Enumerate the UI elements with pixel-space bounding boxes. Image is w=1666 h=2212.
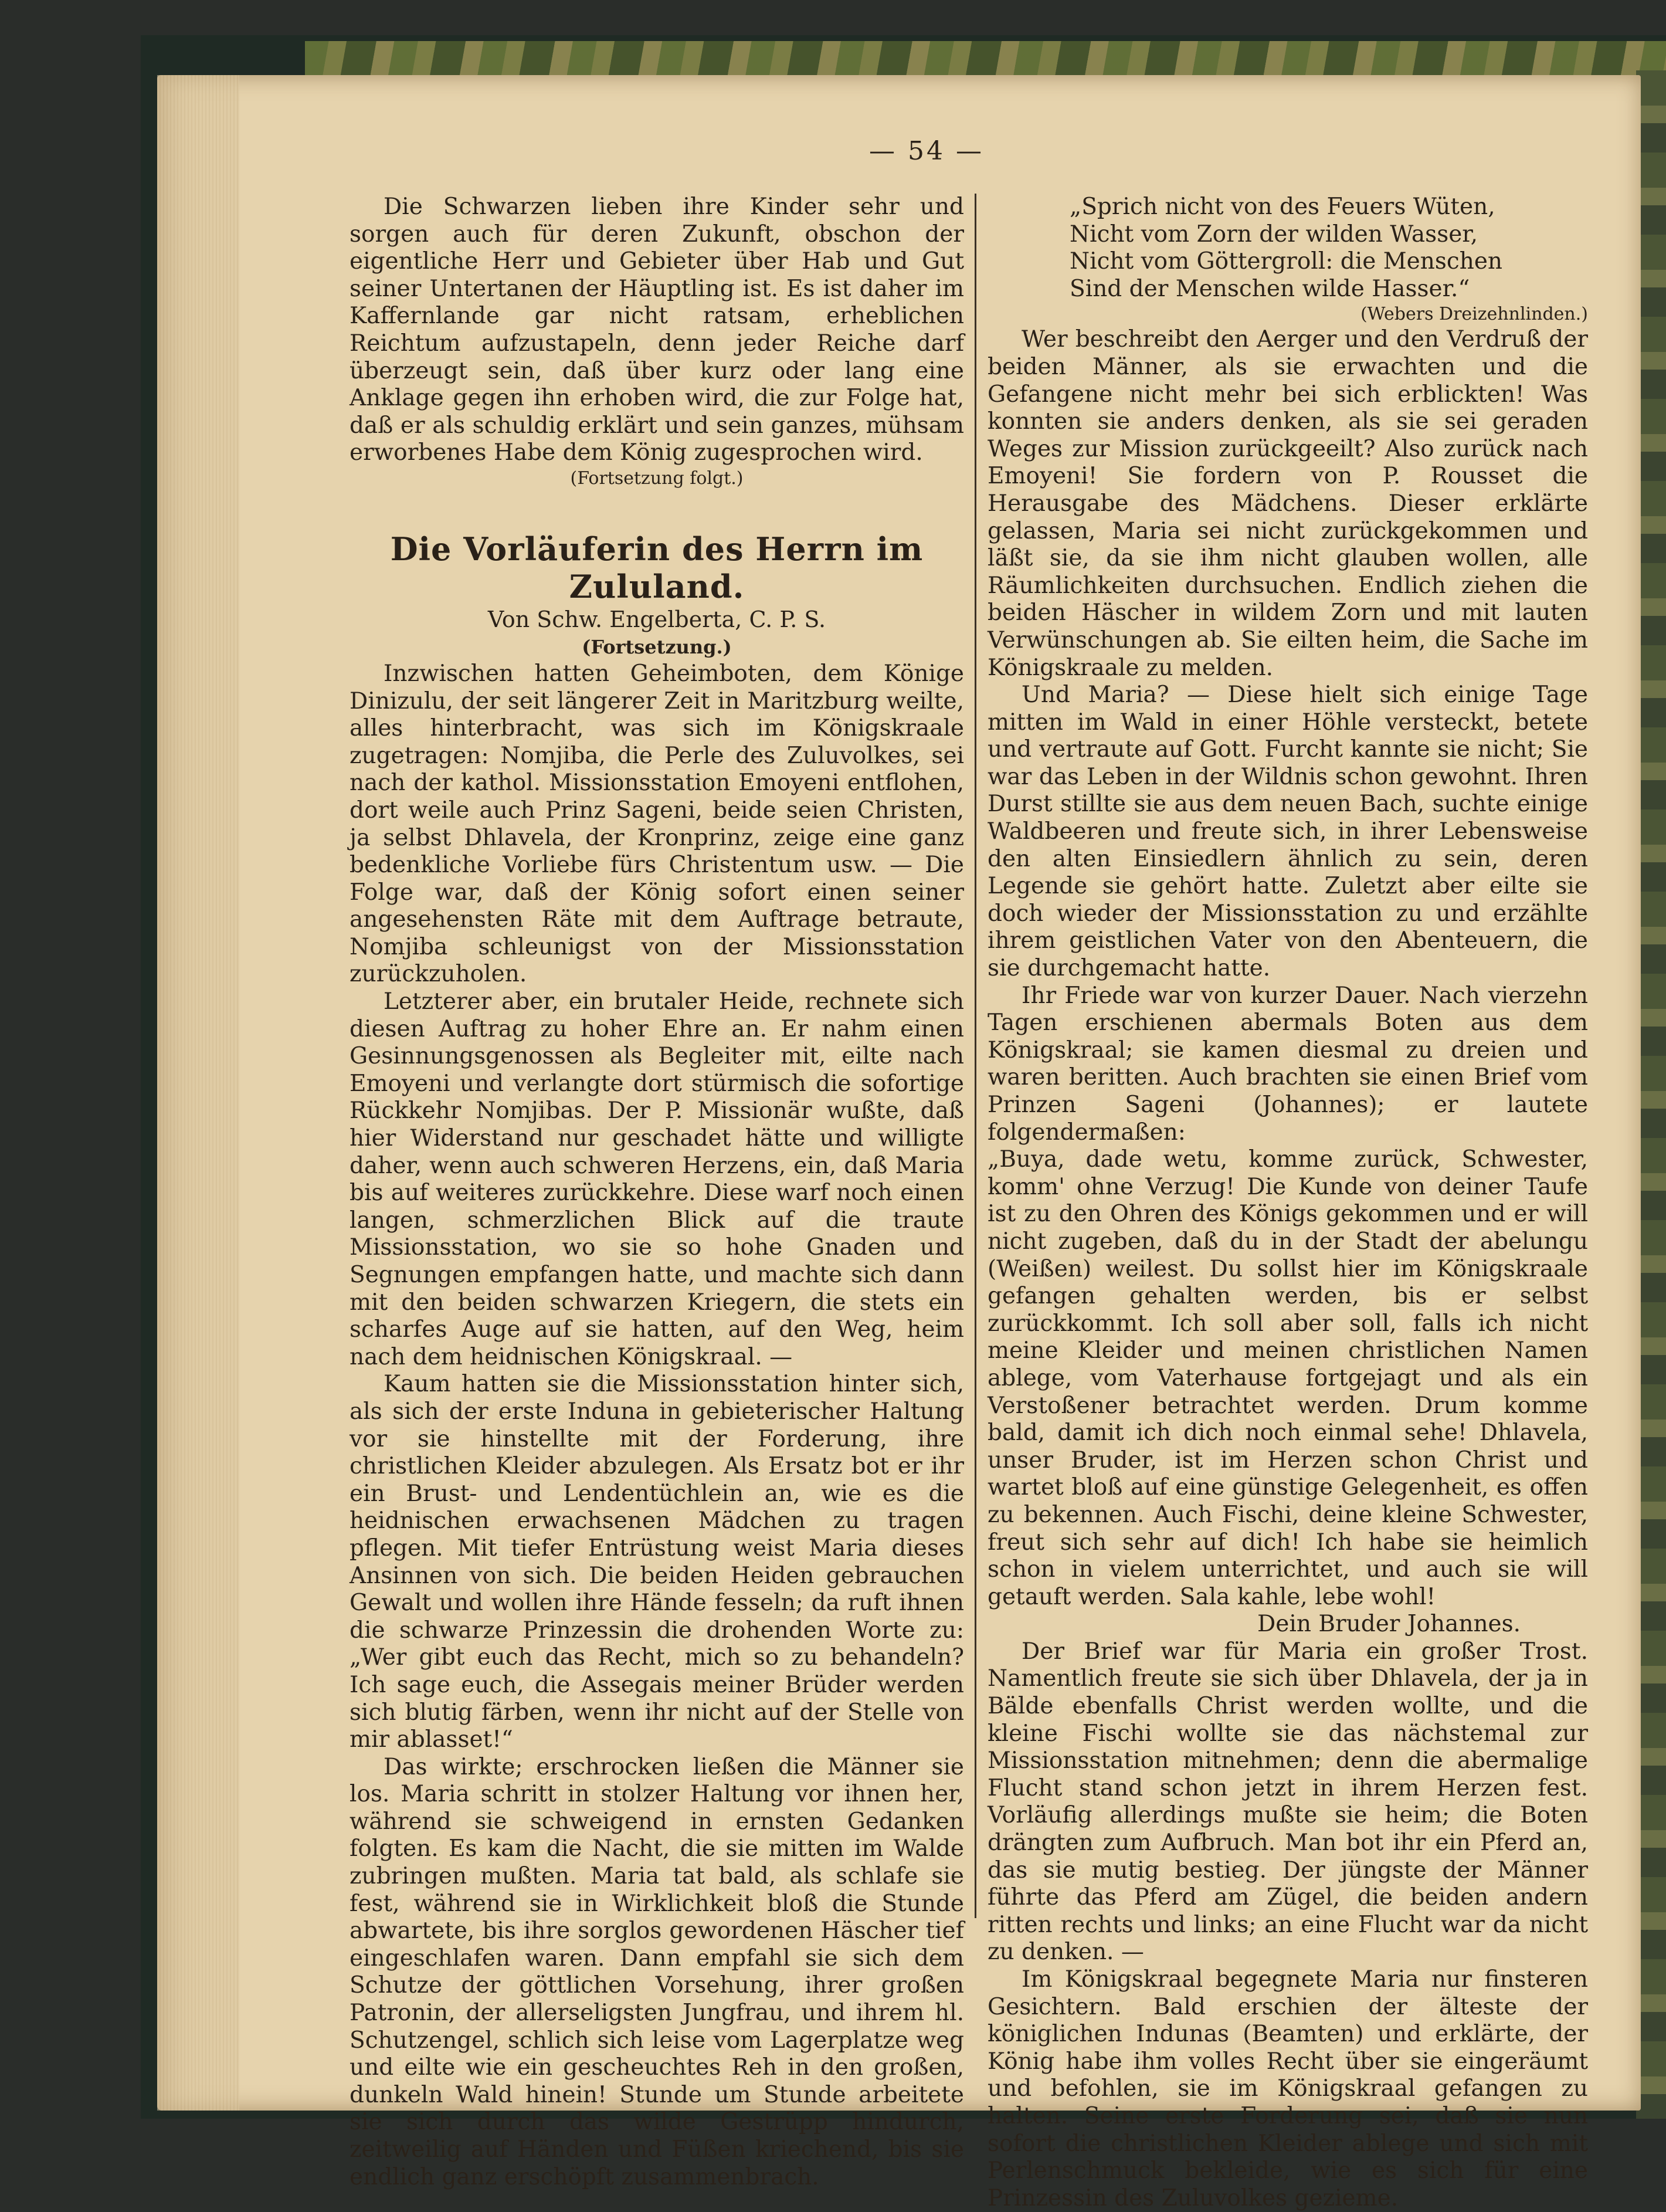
paragraph: Die Schwarzen lieben ihre Kinder sehr und sorgen auch für deren Zukunft, obschon der eigentliche Herr und Gebieter über Hab und Gut seiner Untertanen der Häuptling ist. Es ist daher im Kaffernlande gar nicht ratsam, erheblichen Reichtum aufzustapeln, denn jeder Reiche darf überzeugt sein, daß über kurz oder lang eine Anklage gegen ihn erhoben wird, die zur Folge hat, daß er als schuldig erklärt und sein ganzes, mühsam erworbenes Habe dem König zugesprochen wird. <box>350 194 964 466</box>
paragraph: Inzwischen hatten Geheimboten, dem Könige Dinizulu, der seit längerer Zeit in Maritzburg weilte, alles hinterbracht, was sich im Königskraale zugetragen: Nomjiba, die Perle des Zuluvolkes, sei nach der kathol. Missionsstation Emoyeni entflohen, dort weile auch Prinz Sageni, beide seien Christen, ja selbst Dhlavela, der Kronprinz, zeige eine ganz bedenkliche Vorliebe fürs Christentum usw. — Die Folge war, daß der König sofort einen seiner angesehensten Räte mit dem Auftrage betraute, Nomjiba schleunigst von der Missionsstation zurückzuholen. <box>350 660 964 988</box>
paragraph: Das wirkte; erschrocken ließen die Männer sie los. Maria schritt in stolzer Haltung vor ihnen her, während sie schweigend in ernsten Gedanken folgten. Es kam die Nacht, die sie mitten im Walde zubringen mußten. Maria tat bald, als schlafe sie fest, während sie in Wirklichkeit bloß die Stunde abwartete, bis ihre sorglos gewordenen Häscher tief eingeschlafen waren. Dann empfahl sie sich dem Schutze der göttlichen Vorsehung, ihrer großen Patronin, der allerseligsten Jungfrau, und ihrem hl. Schutzengel, schlich sich leise vom Lagerplatze weg und eilte wie ein gescheuchtes Reh in den großen, dunkeln Wald hinein! Stunde um Stunde arbeitete sie sich durch das wilde Gestrüpp hindurch, zeitweilig auf Händen und Füßen kriechend, bis sie endlich ganz erschöpft zusammenbrach. <box>350 1753 964 2190</box>
letter-signature: Dein Bruder Johannes. <box>1257 1611 1521 1638</box>
poem-source: (Webers Dreizehnlinden.) <box>1360 304 1588 325</box>
stacked-page-edges <box>157 75 239 2111</box>
poem-line: Sind der Menschen wilde Hasser.“ <box>1070 275 1470 302</box>
paragraph: Wer beschreibt den Aerger und den Verdruß der beiden Männer, als sie erwachten und die Gefangene nicht mehr bei sich erblickten! Was konnten sie anders denken, als sie sei geraden Weges zur Mission zurückgeeilt? Also zurück nach Emoyeni! Sie fordern von P. Rousset die Herausgabe des Mädchens. Dieser erklärte gelassen, Maria sei nicht zurückgekommen und läßt sie, da sie ihm nicht glauben wollen, alle Räumlichkeiten durchsuchen. Endlich ziehen die beiden Häscher in wildem Zorn und mit lauten Verwünschungen ab. Sie eilten heim, die Sache im Königskraale zu melden. <box>988 326 1588 681</box>
article-title: Die Vorläuferin des Herrn im Zululand. <box>390 530 924 605</box>
paragraph: Der Brief war für Maria ein großer Trost. Namentlich freute sie sich über Dhlavela, der ja in Bälde ebenfalls Christ werden wollte, und die kleine Fischi wollte sie das nächstemal zur Missionsstation mitnehmen; denn die abermalige Flucht stand schon jetzt in ihrem Herzen fest. Vorläufig allerdings mußte sie heim; die Boten drängten zum Aufbruch. Man bot ihr ein Pferd an, das sie mutig bestieg. Der jüngste der Männer führte das Pferd am Zügel, die beiden andern ritten rechts und links; an eine Flucht war da nicht zu denken. — <box>988 1638 1588 1966</box>
continuation-note: (Fortsetzung.) <box>582 635 732 658</box>
right-column <box>988 194 1588 2212</box>
to-be-continued-note: (Fortsetzung folgt.) <box>570 468 744 489</box>
letter-text: „Buya, dade wetu, komme zurück, Schwester, komm' ohne Verzug! Die Kunde von deiner Taufe ist zu den Ohren des Königs gekommen und er will nicht zugeben, daß du in der Stadt der abelungu (Weißen) weilest. Du sollst hier im Königskraale gefangen gehalten werden, bis er selbst zurückkommt. Ich soll aber soll, falls ich nicht meine Kleider und meinen christlichen Namen ablege, vom Vaterhause fortgejagt und als ein Verstoßener betrachtet werden. Drum komme bald, damit ich dich noch einmal sehe! Dhlavela, unser Bruder, ist im Herzen schon Christ und wartet bloß auf eine günstige Gelegenheit, es offen zu bekennen. Auch Fischi, deine kleine Schwester, freut sich sehr auf dich! Ich habe sie heimlich schon in vielem unterrichtet, und auch sie will getauft werden. Sala kahle, lebe wohl! <box>988 1146 1588 1610</box>
page-number: — 54 — <box>869 136 984 166</box>
left-column <box>350 194 964 2191</box>
column-divider <box>975 194 976 1918</box>
paragraph: Letzterer aber, ein brutaler Heide, rechnete sich diesen Auftrag zu hoher Ehre an. Er nahm einen Gesinnungsgenossen als Begleiter mit, eilte nach Emoyeni und verlangte dort stürmisch die sofortige Rückkehr Nomjibas. Der P. Missionär wußte, daß hier Widerstand nur geschadet hätte und willigte daher, wenn auch schweren Herzens, ein, daß Maria bis auf weiteres zurückkehre. Diese warf noch einen langen, schmerzlichen Blick auf die traute Missionsstation, wo sie so hohe Gnaden und Segnungen empfangen hatte, und machte sich dann mit den beiden schwarzen Kriegern, die stets ein scharfes Auge auf sie hatten, auf den Weg, heim nach dem heidnischen Königskraal. — <box>350 988 964 1370</box>
paragraph: Ihr Friede war von kurzer Dauer. Nach vierzehn Tagen erschienen abermals Boten aus dem Königskraal; sie kamen diesmal zu dreien und waren beritten. Auch brachten sie einen Brief vom Prinzen Sageni (Johannes); er lautete folgendermaßen: <box>988 982 1588 1146</box>
poem-line: Nicht vom Zorn der wilden Wasser, <box>1070 221 1478 248</box>
poem-line: „Sprich nicht von des Feuers Wüten, <box>1070 194 1495 220</box>
paragraph: Im Königskraal begegnete Maria nur finsteren Gesichtern. Bald erschien der älteste der königlichen Indunas (Beamten) und erklärte, der König habe ihm volles Recht über sie eingeräumt und befohlen, sie im Königskraal gefangen zu halten. Seine erste Forderung sei, daß sie nun sofort die christlichen Kleider ablege und sich mit Perlenschmuck bekleide, wie es sich für eine Prinzessin des Zuluvolkes gezieme. <box>988 1966 1588 2211</box>
paragraph: Kaum hatten sie die Missionsstation hinter sich, als sich der erste Induna in gebieterischer Haltung vor sie hinstellte mit der Forderung, ihre christlichen Kleider abzulegen. Als Ersatz bot er ihr ein Brust- und Lendentüchlein an, wie es die heidnischen erwachsenen Mädchen zu tragen pflegen. Mit tiefer Entrüstung weist Maria dieses Ansinnen von sich. Die beiden Heiden gebrauchen Gewalt und wollen ihre Hände fesseln; da ruft ihnen die schwarze Prinzessin die drohenden Worte zu: „Wer gibt euch das Recht, mich so zu behandeln? Ich sage euch, die Assegais meiner Brüder werden sich blutig färben, wenn ihr nicht auf der Stelle von mir ablasset!“ <box>350 1371 964 1753</box>
article-byline: Von Schw. Engelberta, C. P. S. <box>487 606 826 632</box>
paragraph: Und Maria? — Diese hielt sich einige Tage mitten im Wald in einer Höhle versteckt, betete und vertraute auf Gott. Furcht kannte sie nicht; Sie war das Leben in der Wildnis schon gewohnt. Ihren Durst stillte sie aus dem neuen Bach, suchte einige Waldbeeren und freute sich, in ihrer Lebensweise den alten Einsiedlern ähnlich zu sein, deren Legende sie gehört hatte. Zuletzt aber eilte sie doch wieder der Missionsstation zu und erzählte ihrem geistlichen Vater von den Abenteuern, die sie durchgemacht hatte. <box>988 682 1588 982</box>
poem-line: Nicht vom Göttergroll: die Menschen <box>1070 248 1503 275</box>
poem-quote <box>988 194 1588 303</box>
